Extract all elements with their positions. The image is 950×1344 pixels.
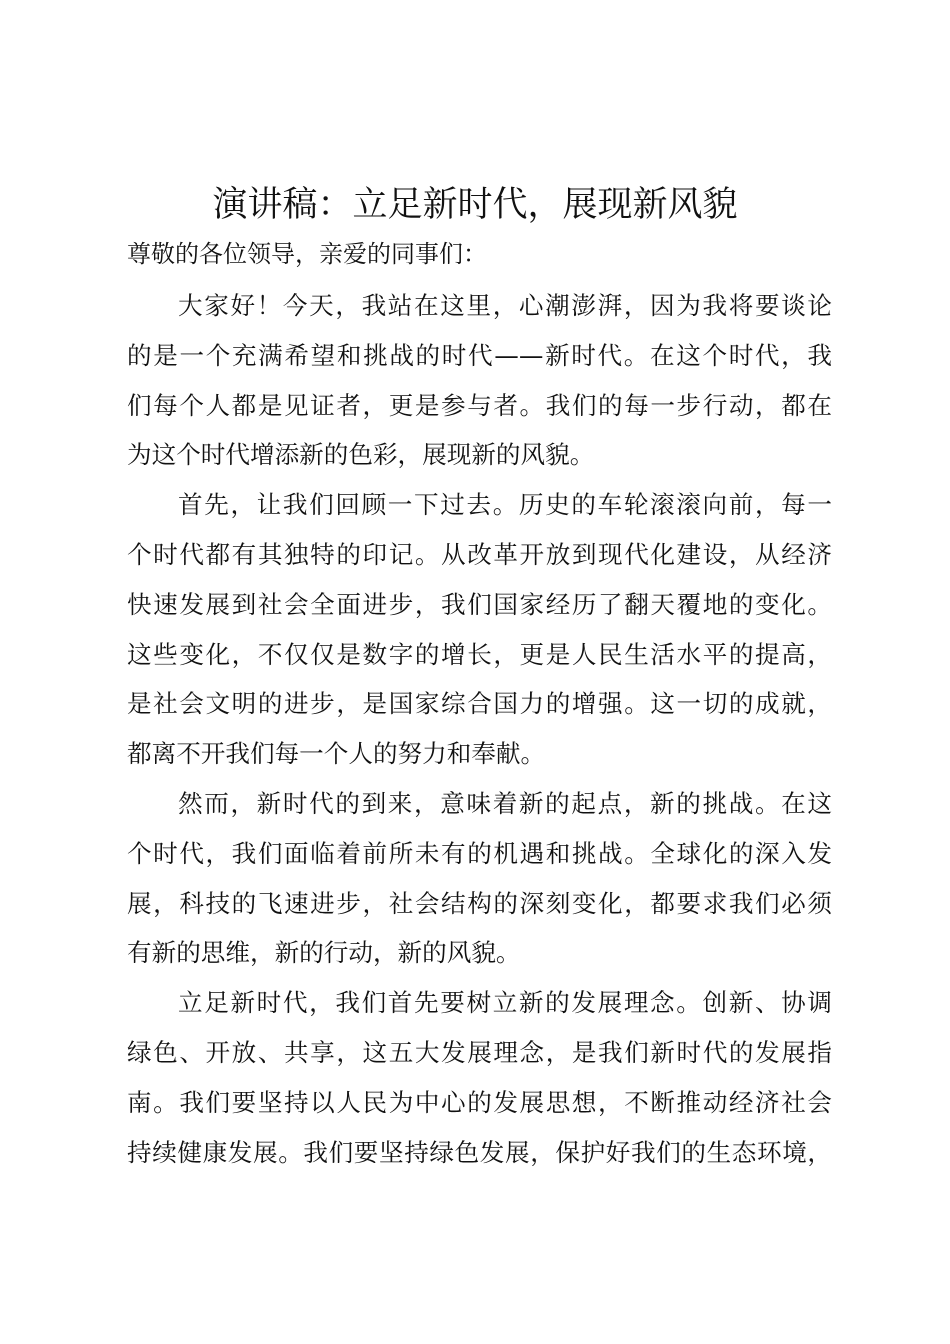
paragraph-3-line-3: 展，科技的飞速进步，社会结构的深刻变化，都要求我们必须 bbox=[127, 889, 832, 918]
paragraph-4-line-2: 绿色、开放、共享，这五大发展理念，是我们新时代的发展指 bbox=[127, 1038, 832, 1067]
paragraph-2-line-1: 首先，让我们回顾一下过去。历史的车轮滚滚向前，每一 bbox=[178, 490, 832, 519]
paragraph-2-line-3: 快速发展到社会全面进步，我们国家经历了翻天覆地的变化。 bbox=[127, 590, 832, 619]
paragraph-1-line-3: 们每个人都是见证者，更是参与者。我们的每一步行动，都在 bbox=[127, 391, 832, 420]
salutation: 尊敬的各位领导，亲爱的同事们： bbox=[127, 240, 487, 268]
paragraph-3-line-2: 个时代，我们面临着前所未有的机遇和挑战。全球化的深入发 bbox=[127, 839, 832, 868]
paragraph-1-line-2: 的是一个充满希望和挑战的时代——新时代。在这个时代，我 bbox=[127, 341, 832, 370]
paragraph-2-line-6: 都离不开我们每一个人的努力和奉献。 bbox=[127, 739, 546, 768]
page-title: 演讲稿：立足新时代，展现新风貌 bbox=[212, 185, 738, 225]
paragraph-2-line-4: 这些变化，不仅仅是数字的增长，更是人民生活水平的提高， bbox=[127, 640, 832, 669]
paragraph-3-line-1: 然而，新时代的到来，意味着新的起点，新的挑战。在这 bbox=[178, 789, 832, 818]
paragraph-2-line-2: 个时代都有其独特的印记。从改革开放到现代化建设，从经济 bbox=[127, 540, 832, 569]
paragraph-4-line-3: 南。我们要坚持以人民为中心的发展思想，不断推动经济社会 bbox=[127, 1088, 832, 1117]
paragraph-4-line-4: 持续健康发展。我们要坚持绿色发展，保护好我们的生态环境， bbox=[127, 1138, 832, 1167]
paragraph-4-line-1: 立足新时代，我们首先要树立新的发展理念。创新、协调 bbox=[178, 988, 832, 1017]
paragraph-1-line-4: 为这个时代增添新的色彩，展现新的风貌。 bbox=[127, 440, 595, 469]
paragraph-3-line-4: 有新的思维，新的行动，新的风貌。 bbox=[127, 938, 521, 967]
paragraph-2-line-5: 是社会文明的进步，是国家综合国力的增强。这一切的成就， bbox=[127, 689, 832, 718]
paragraph-1-line-1: 大家好！今天，我站在这里，心潮澎湃，因为我将要谈论 bbox=[178, 291, 832, 320]
